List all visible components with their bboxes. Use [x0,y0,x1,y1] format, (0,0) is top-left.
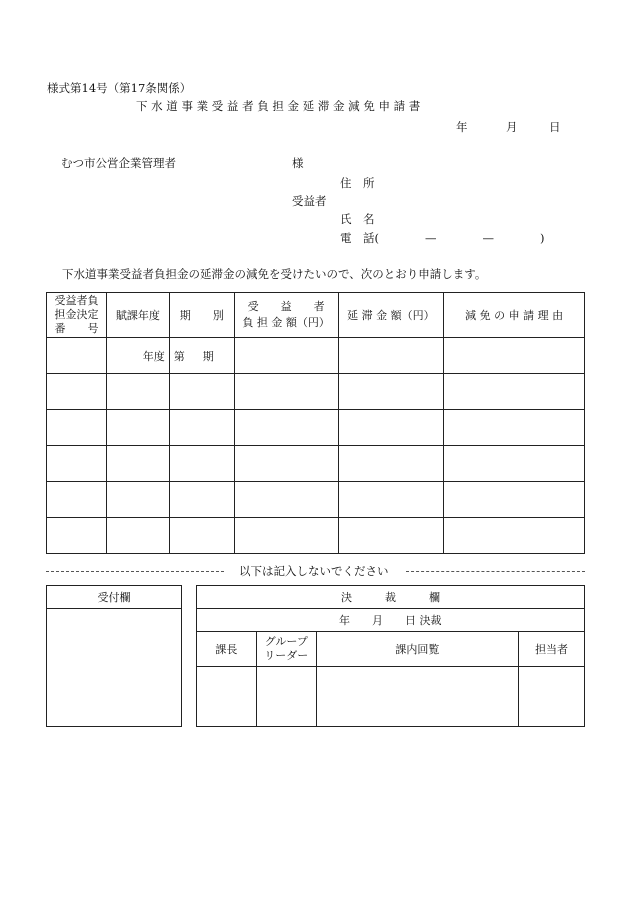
table-row [47,446,585,482]
col-group-leader-line2: リーダー [264,649,309,662]
cell-decision-number[interactable] [47,338,107,374]
header-decision-number-line1: 受益者負 [54,294,99,307]
reception-stamp-area[interactable] [47,609,182,727]
cell-period[interactable] [169,446,234,482]
addressee-honorific: 様 [292,156,304,170]
period-suffix: 期 [202,349,214,363]
col-staff: 担当者 [519,632,585,667]
cell-reason[interactable] [444,446,585,482]
cell-charge-amount[interactable] [234,446,338,482]
period-prefix: 第 [173,349,185,363]
cell-charge-amount[interactable] [234,518,338,554]
cell-period[interactable] [169,518,234,554]
cell-decision-number[interactable] [47,446,107,482]
cell-late-fee[interactable] [338,410,444,446]
header-charge-amount [234,293,338,338]
cell-year[interactable] [106,410,169,446]
col-section-chief: 課長 [197,632,257,667]
header-decision-number-line3: 番 号 [54,322,99,335]
cell-charge-amount[interactable] [234,482,338,518]
header-charge-amount-line2: 負 担 金 額（円） [242,316,330,329]
cell-year[interactable] [106,518,169,554]
cell-year[interactable] [106,374,169,410]
divider-line-left [46,571,224,572]
decision-date-cell[interactable] [197,609,585,632]
decision-title: 決 裁 欄 [197,586,585,609]
year-suffix: 年度 [142,349,165,363]
application-statement: 下水道事業受益者負担金の延滞金の減免を受けたいので、次のとおり申請します。 [62,267,487,281]
table-row [47,374,585,410]
cell-reason[interactable] [444,410,585,446]
cell-period[interactable] [169,410,234,446]
header-assessment-year: 賦課年度 [106,293,169,338]
cell-year[interactable] [106,338,169,374]
addressee-name: むつ市公営企業管理者 [61,156,176,170]
decision-box [196,585,585,727]
stamp-section-chief[interactable] [197,667,257,727]
header-late-fee-amount: 延 滞 金 額（円） [338,293,444,338]
date-year-label: 年 [456,120,468,134]
cell-year[interactable] [106,446,169,482]
col-internal-circulation: 課内回覧 [316,632,518,667]
reception-box [46,585,182,727]
cell-late-fee[interactable] [338,482,444,518]
cell-charge-amount[interactable] [234,338,338,374]
application-table [46,292,585,554]
divider-line-right [406,571,585,572]
applicant-role-label: 受益者 [292,194,327,208]
cell-charge-amount[interactable] [234,374,338,410]
cell-period[interactable] [169,482,234,518]
cell-reason[interactable] [444,482,585,518]
cell-year[interactable] [106,482,169,518]
date-month-label: 月 [506,120,518,134]
cell-decision-number[interactable] [47,482,107,518]
form-title: 下 水 道 事 業 受 益 者 負 担 金 延 滞 金 減 免 申 請 書 [136,99,421,113]
header-decision-number-line2: 担金決定 [54,308,99,321]
cell-period[interactable] [169,338,234,374]
address-label: 住 所 [340,176,375,190]
cell-late-fee[interactable] [338,374,444,410]
cell-reason[interactable] [444,518,585,554]
date-day-label: 日 [549,120,561,134]
name-label: 氏 名 [340,212,375,226]
stamp-group-leader[interactable] [256,667,316,727]
stamp-staff[interactable] [519,667,585,727]
cell-reason[interactable] [444,374,585,410]
cell-late-fee[interactable] [338,518,444,554]
decision-date-line: 年 月 日 決裁 [339,614,442,627]
cell-late-fee[interactable] [338,338,444,374]
header-period: 期 別 [169,293,234,338]
col-group-leader-line1: グループ [264,635,308,648]
table-row [47,518,585,554]
stamp-internal-circulation[interactable] [316,667,518,727]
header-decision-number [47,293,107,338]
table-header-row [47,293,585,338]
cell-reason[interactable] [444,338,585,374]
cell-charge-amount[interactable] [234,410,338,446]
table-row [47,410,585,446]
cell-decision-number[interactable] [47,410,107,446]
table-row [47,482,585,518]
cell-period[interactable] [169,374,234,410]
reception-title: 受付欄 [47,586,182,609]
header-charge-amount-line1: 受 益 者 [247,300,325,313]
phone-label: 電 話( — — ) [340,231,545,245]
cell-late-fee[interactable] [338,446,444,482]
col-group-leader [256,632,316,667]
office-use-notice: 以下は記入しないでください [239,564,389,578]
cell-decision-number[interactable] [47,518,107,554]
header-reduction-reason: 減 免 の 申 請 理 由 [444,293,585,338]
cell-decision-number[interactable] [47,374,107,410]
form-number: 様式第14号（第17条関係） [47,81,192,95]
table-row [47,338,585,374]
